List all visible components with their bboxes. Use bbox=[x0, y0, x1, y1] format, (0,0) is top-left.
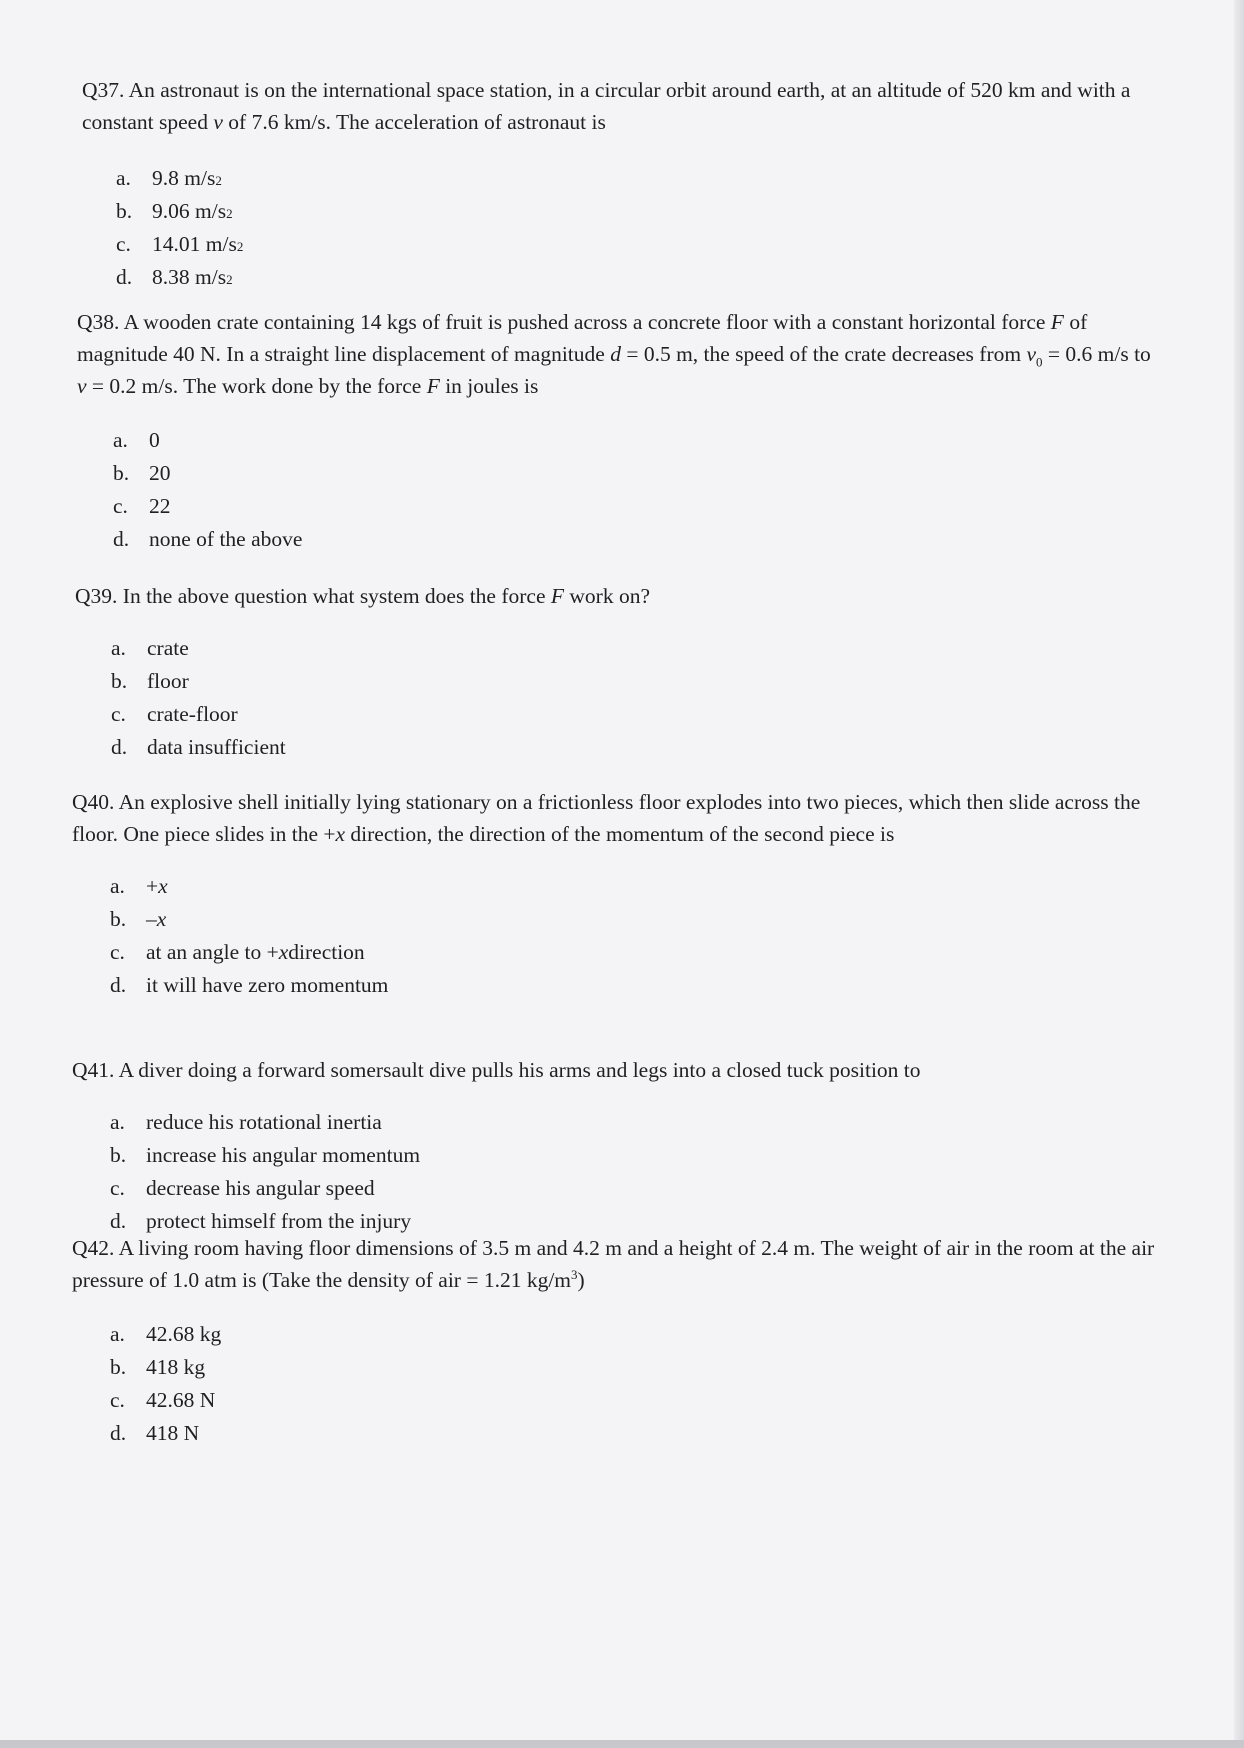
option-a: a. 9.8 m/s 2 bbox=[116, 166, 222, 190]
option-b: b. 20 bbox=[113, 461, 171, 485]
option-d: d. 418 N bbox=[110, 1421, 200, 1445]
option-b: b. – x bbox=[110, 907, 167, 931]
option-c: c. 42.68 N bbox=[110, 1388, 216, 1412]
option-a: a. 0 bbox=[113, 428, 160, 452]
option-b: b. increase his angular momentum bbox=[110, 1143, 421, 1167]
question-stem: Q39. In the above question what system does the force F work on? bbox=[75, 584, 650, 608]
option-c: c. crate-floor bbox=[111, 702, 238, 726]
question-42 bbox=[72, 1232, 1162, 1450]
option-list bbox=[110, 1106, 1162, 1238]
question-38 bbox=[77, 306, 1162, 556]
question-40 bbox=[72, 786, 1162, 1002]
option-list bbox=[110, 1318, 1162, 1450]
option-a: a. reduce his rotational inertia bbox=[110, 1110, 382, 1134]
option-c: c. 14.01 m/s 2 bbox=[116, 232, 244, 256]
question-stem: Q41. A diver doing a forward somersault dive pulls his arms and legs into a closed tuck position to bbox=[72, 1058, 921, 1082]
option-d: d. none of the above bbox=[113, 527, 303, 551]
question-stem: Q40. An explosive shell initially lying stationary on a frictionless floor explodes into two pieces, which then slide across the floor. One piece slides in the +x direction, the direction of the momentum of the second piece is bbox=[72, 790, 1141, 846]
option-list bbox=[116, 162, 1162, 294]
scan-bottom-edge bbox=[0, 1740, 1244, 1748]
scan-edge bbox=[1234, 0, 1244, 1748]
option-c: c. decrease his angular speed bbox=[110, 1176, 375, 1200]
option-d: d. data insufficient bbox=[111, 735, 286, 759]
option-list bbox=[110, 870, 1162, 1002]
option-c: c. 22 bbox=[113, 494, 171, 518]
option-a: a. 42.68 kg bbox=[110, 1322, 222, 1346]
option-d: d. protect himself from the injury bbox=[110, 1209, 412, 1233]
option-list bbox=[113, 424, 1162, 556]
option-c: c. at an angle to + x direction bbox=[110, 940, 365, 964]
question-39 bbox=[75, 580, 1160, 764]
option-a: a. crate bbox=[111, 636, 189, 660]
option-list bbox=[111, 632, 1160, 764]
question-stem: Q37. An astronaut is on the international space station, in a circular orbit around earth, at an altitude of 520 km and with a constant speed v of 7.6 km/s. The acceleration of astronaut is bbox=[82, 78, 1131, 134]
option-a: a. + x bbox=[110, 874, 168, 898]
question-37 bbox=[82, 74, 1162, 294]
question-stem: Q38. A wooden crate containing 14 kgs of fruit is pushed across a concrete floor with a constant horizontal force F of magnitude 40 N. In a straight line displacement of magnitude d = 0.5 m, the speed of the crate decreases from $v_0 = 0.6$ m/s to v = 0.2 m/s. The work done by the force F in joules is bbox=[77, 310, 1151, 398]
option-d: d. it will have zero momentum bbox=[110, 973, 389, 997]
option-b: b. 9.06 m/s 2 bbox=[116, 199, 233, 223]
option-b: b. floor bbox=[111, 669, 189, 693]
option-d: d. 8.38 m/s 2 bbox=[116, 265, 233, 289]
option-b: b. 418 kg bbox=[110, 1355, 206, 1379]
question-41 bbox=[72, 1054, 1162, 1238]
question-stem: Q42. A living room having floor dimensions of 3.5 m and 4.2 m and a height of 2.4 m. The weight of air in the room at the air pressure of 1.0 atm is (Take the density of air = 1.21 $kg/m^3$) bbox=[72, 1236, 1155, 1292]
